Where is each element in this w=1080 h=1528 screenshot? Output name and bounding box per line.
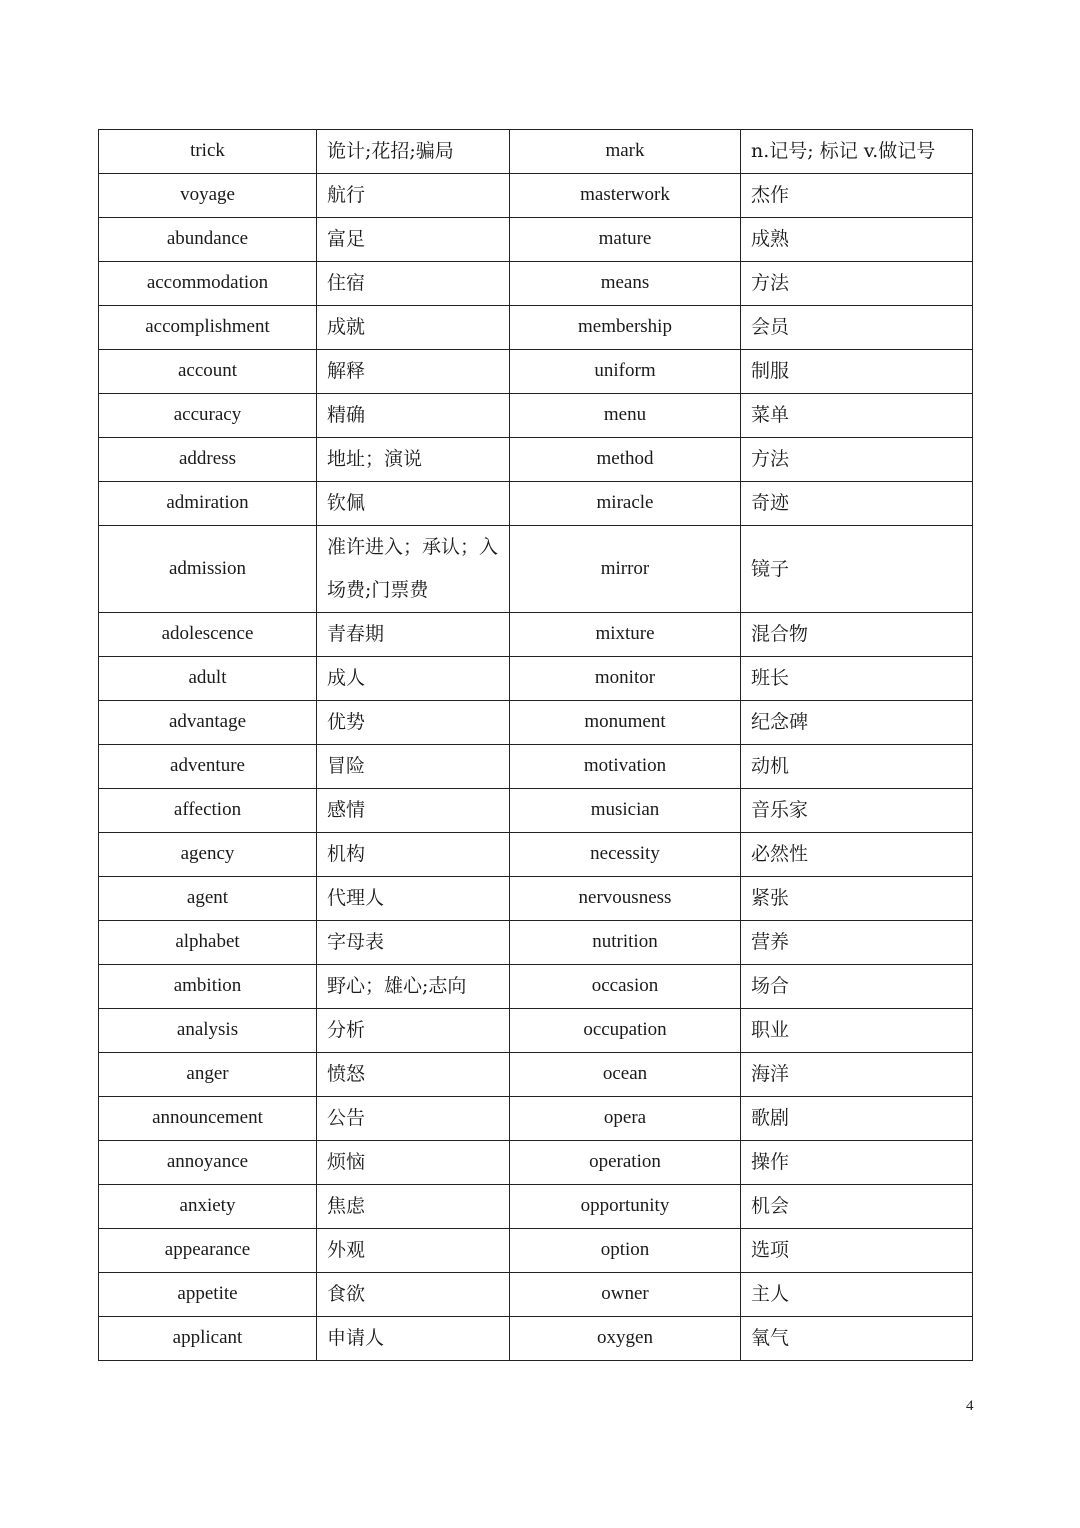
english-word: motivation (510, 745, 741, 789)
chinese-meaning: 操作 (741, 1141, 973, 1185)
english-word: masterwork (510, 174, 741, 218)
table-row (99, 394, 973, 438)
chinese-meaning: 富足 (317, 218, 510, 262)
english-word: mixture (510, 613, 741, 657)
english-word: appearance (99, 1229, 317, 1273)
english-word: accommodation (99, 262, 317, 306)
english-word: analysis (99, 1009, 317, 1053)
english-word: musician (510, 789, 741, 833)
chinese-meaning: 焦虑 (317, 1185, 510, 1229)
table-row (99, 613, 973, 657)
chinese-meaning: 野心；雄心;志向 (317, 965, 510, 1009)
chinese-meaning: 制服 (741, 350, 973, 394)
english-word: announcement (99, 1097, 317, 1141)
vocabulary-table (98, 129, 973, 1361)
english-word: accomplishment (99, 306, 317, 350)
chinese-meaning: 愤怒 (317, 1053, 510, 1097)
chinese-meaning: 紧张 (741, 877, 973, 921)
table-row (99, 306, 973, 350)
chinese-meaning: 奇迹 (741, 482, 973, 526)
chinese-meaning: 航行 (317, 174, 510, 218)
english-word: appetite (99, 1273, 317, 1317)
table-row (99, 1141, 973, 1185)
chinese-meaning: 纪念碑 (741, 701, 973, 745)
chinese-meaning: 主人 (741, 1273, 973, 1317)
table-row (99, 130, 973, 174)
chinese-meaning: 营养 (741, 921, 973, 965)
english-word: adolescence (99, 613, 317, 657)
table-row (99, 526, 973, 613)
table-row (99, 1317, 973, 1361)
english-word: opportunity (510, 1185, 741, 1229)
english-word: affection (99, 789, 317, 833)
chinese-meaning: 场合 (741, 965, 973, 1009)
table-row (99, 482, 973, 526)
english-word: owner (510, 1273, 741, 1317)
english-word: mark (510, 130, 741, 174)
chinese-meaning: 冒险 (317, 745, 510, 789)
chinese-meaning: 混合物 (741, 613, 973, 657)
english-word: trick (99, 130, 317, 174)
chinese-meaning: 方法 (741, 262, 973, 306)
chinese-meaning: 外观 (317, 1229, 510, 1273)
page-number: 4 (966, 1398, 974, 1414)
english-word: anxiety (99, 1185, 317, 1229)
chinese-meaning: 精确 (317, 394, 510, 438)
english-word: monitor (510, 657, 741, 701)
chinese-meaning: 选项 (741, 1229, 973, 1273)
chinese-meaning: 青春期 (317, 613, 510, 657)
english-word: adventure (99, 745, 317, 789)
chinese-meaning: 会员 (741, 306, 973, 350)
chinese-meaning: 成熟 (741, 218, 973, 262)
chinese-meaning: 代理人 (317, 877, 510, 921)
table-row (99, 657, 973, 701)
chinese-meaning: 机构 (317, 833, 510, 877)
english-word: oxygen (510, 1317, 741, 1361)
chinese-meaning: 菜单 (741, 394, 973, 438)
chinese-meaning: 优势 (317, 701, 510, 745)
chinese-meaning: 杰作 (741, 174, 973, 218)
english-word: advantage (99, 701, 317, 745)
english-word: occupation (510, 1009, 741, 1053)
english-word: monument (510, 701, 741, 745)
english-word: membership (510, 306, 741, 350)
english-word: address (99, 438, 317, 482)
english-word: operation (510, 1141, 741, 1185)
english-word: ambition (99, 965, 317, 1009)
table-row (99, 833, 973, 877)
english-word: admission (99, 526, 317, 613)
english-word: occasion (510, 965, 741, 1009)
chinese-meaning: 机会 (741, 1185, 973, 1229)
chinese-meaning: 钦佩 (317, 482, 510, 526)
table-row (99, 965, 973, 1009)
english-word: option (510, 1229, 741, 1273)
table-row (99, 174, 973, 218)
english-word: applicant (99, 1317, 317, 1361)
chinese-meaning: 住宿 (317, 262, 510, 306)
chinese-meaning: 镜子 (741, 526, 973, 613)
chinese-meaning: 解释 (317, 350, 510, 394)
english-word: ocean (510, 1053, 741, 1097)
chinese-meaning: n.记号; 标记 v.做记号 (741, 130, 973, 174)
english-word: means (510, 262, 741, 306)
chinese-meaning: 动机 (741, 745, 973, 789)
table-row (99, 218, 973, 262)
english-word: miracle (510, 482, 741, 526)
chinese-meaning: 班长 (741, 657, 973, 701)
table-row (99, 1097, 973, 1141)
english-word: uniform (510, 350, 741, 394)
chinese-meaning: 必然性 (741, 833, 973, 877)
english-word: opera (510, 1097, 741, 1141)
chinese-meaning: 歌剧 (741, 1097, 973, 1141)
table-row (99, 262, 973, 306)
chinese-meaning: 职业 (741, 1009, 973, 1053)
chinese-meaning: 食欲 (317, 1273, 510, 1317)
chinese-meaning: 分析 (317, 1009, 510, 1053)
english-word: necessity (510, 833, 741, 877)
table-row (99, 1229, 973, 1273)
table-row (99, 438, 973, 482)
english-word: annoyance (99, 1141, 317, 1185)
english-word: mature (510, 218, 741, 262)
english-word: menu (510, 394, 741, 438)
vocabulary-table-body (99, 130, 973, 1361)
chinese-meaning: 诡计;花招;骗局 (317, 130, 510, 174)
english-word: admiration (99, 482, 317, 526)
english-word: method (510, 438, 741, 482)
chinese-meaning: 成人 (317, 657, 510, 701)
chinese-meaning: 海洋 (741, 1053, 973, 1097)
table-row (99, 1185, 973, 1229)
chinese-meaning: 申请人 (317, 1317, 510, 1361)
english-word: accuracy (99, 394, 317, 438)
table-row (99, 1273, 973, 1317)
chinese-meaning: 成就 (317, 306, 510, 350)
chinese-meaning: 氧气 (741, 1317, 973, 1361)
table-row (99, 877, 973, 921)
chinese-meaning: 地址；演说 (317, 438, 510, 482)
chinese-meaning: 音乐家 (741, 789, 973, 833)
table-row (99, 1053, 973, 1097)
chinese-meaning: 烦恼 (317, 1141, 510, 1185)
table-row (99, 921, 973, 965)
english-word: anger (99, 1053, 317, 1097)
english-word: alphabet (99, 921, 317, 965)
chinese-meaning: 字母表 (317, 921, 510, 965)
english-word: voyage (99, 174, 317, 218)
english-word: adult (99, 657, 317, 701)
english-word: nervousness (510, 877, 741, 921)
table-row (99, 745, 973, 789)
table-row (99, 350, 973, 394)
table-row (99, 789, 973, 833)
chinese-meaning: 准许进入；承认；入场费;门票费 (317, 526, 510, 613)
table-row (99, 1009, 973, 1053)
english-word: agent (99, 877, 317, 921)
english-word: agency (99, 833, 317, 877)
chinese-meaning: 公告 (317, 1097, 510, 1141)
chinese-meaning: 感情 (317, 789, 510, 833)
table-row (99, 701, 973, 745)
english-word: mirror (510, 526, 741, 613)
english-word: nutrition (510, 921, 741, 965)
chinese-meaning: 方法 (741, 438, 973, 482)
english-word: account (99, 350, 317, 394)
english-word: abundance (99, 218, 317, 262)
